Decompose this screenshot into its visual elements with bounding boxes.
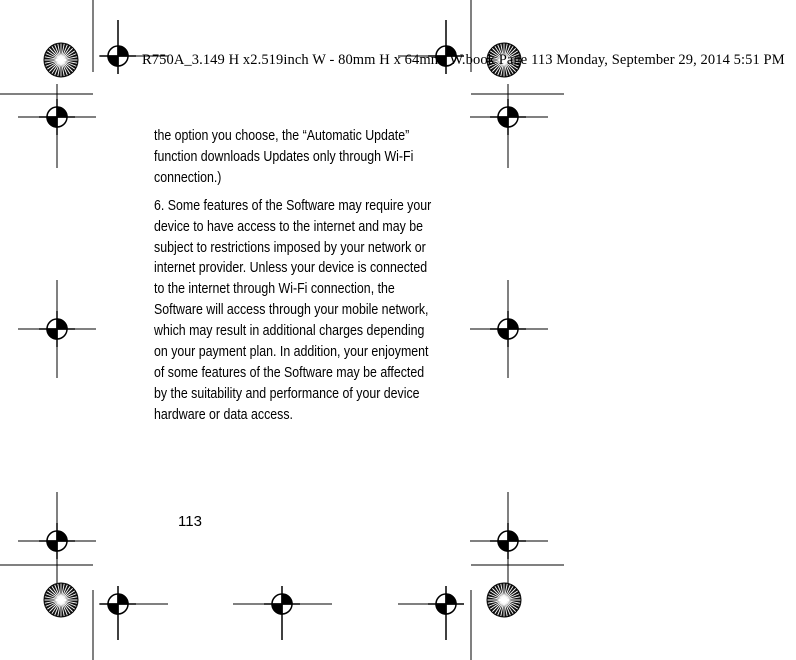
paragraph-continuation: the option you choose, the “Automatic Update” function downloads Updates only through Wi-Fi connection.) bbox=[154, 128, 414, 186]
page-number: 113 bbox=[178, 513, 202, 530]
body-text bbox=[154, 126, 438, 433]
print-slug-line: R750A_3.149 H x2.519inch W - 80mm H x 64mm_W.book Page 113 Monday, September 29, 2014 5:51 PM bbox=[142, 52, 785, 68]
paragraph-item-6: 6. Some features of the Software may require your device to have access to the internet and may be subject to restrictions imposed by your network or internet provider. Unless your device is connected to the internet through Wi-Fi connection, the Software will access through your mobile network, which may result in additional charges depending on your payment plan. In addition, your enjoyment of some features of the Software may be affected by the suitability and performance of your device hardware or data access. bbox=[154, 197, 432, 423]
